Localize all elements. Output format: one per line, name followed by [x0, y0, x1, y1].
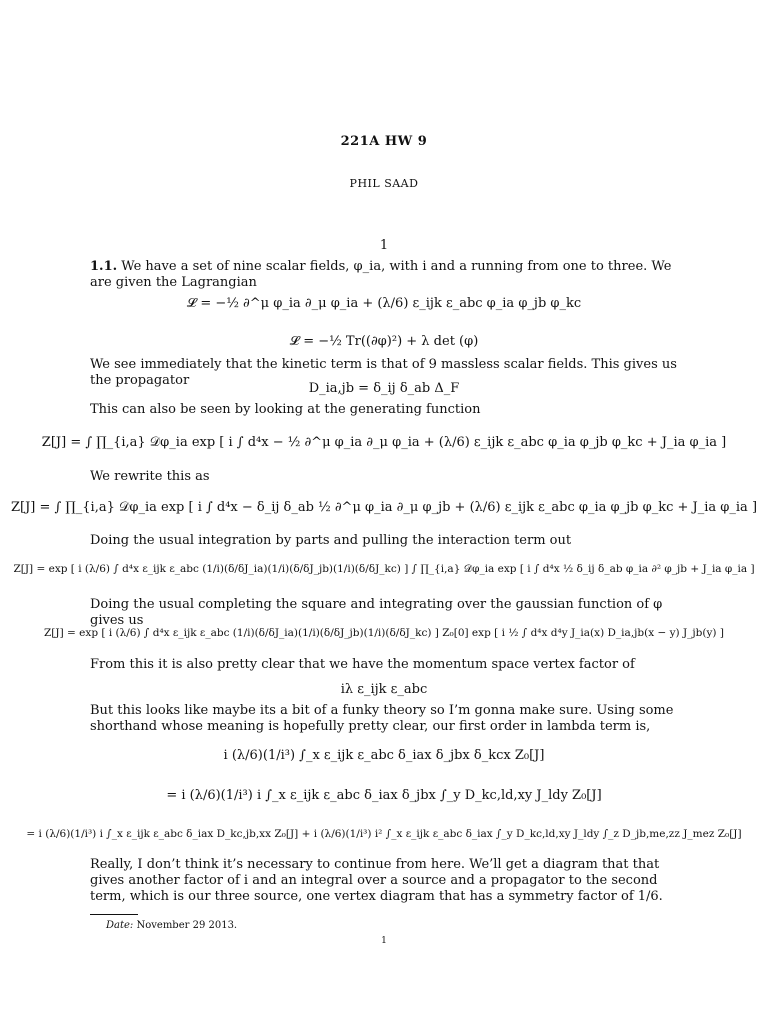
page-number: 1: [381, 936, 387, 946]
equation-completed-square: Z[J] = exp [ i (λ/6) ∫ d⁴x ε_ijk ε_abc (1/i)(δ/δJ_ia)(1/i)(δ/δJ_jb)(1/i)(δ/δJ_kc) ] Z₀[0] exp [ i ½ ∫ d⁴x d⁴y J_ia(x) D_ia,jb(x − y) J_jb(y) ]: [44, 627, 724, 639]
equation-propagator: D_ia,jb = δ_ij δ_ab Δ_F: [308, 381, 460, 396]
paragraph-first-order: But this looks like maybe its a bit of a funky theory so I’m gonna make sure. Using some shorthand whose meaning is hopefully pretty clear, our first order in lambda term is,: [90, 703, 674, 734]
footnote-date: [106, 920, 237, 931]
equation-interaction-out: Z[J] = exp [ i (λ/6) ∫ d⁴x ε_ijk ε_abc (1/i)(δ/δJ_ia)(1/i)(δ/δJ_jb)(1/i)(δ/δJ_kc) ] ∫ ∏_{i,a} 𝒟φ_ia exp [ i ∫ d⁴x ½ δ_ij δ_ab φ_ia ∂² φ_jb + J_ia φ_ia ]: [13, 563, 755, 575]
paragraph-integration: Doing the usual integration by parts and pulling the interaction term out: [90, 533, 572, 548]
paper-title: 221A HW 9: [340, 134, 428, 149]
section-number: 1: [379, 238, 389, 253]
equation-first-order-a: i (λ/6)(1/i³) ∫_x ε_ijk ε_abc δ_iax δ_jbx δ_kcx Z₀[J]: [223, 748, 545, 763]
paragraph-generating: This can also be seen by looking at the generating function: [90, 402, 481, 417]
footnote-date-value: November 29 2013.: [136, 920, 238, 931]
author-name: PHIL SAAD: [349, 177, 419, 190]
paragraph-vertex: From this it is also pretty clear that we have the momentum space vertex factor of: [90, 657, 635, 672]
footnote-rule: [90, 914, 138, 915]
equation-lagrangian: 𝓛 = −½ ∂^μ φ_ia ∂_μ φ_ia + (λ/6) ε_ijk ε_abc φ_ia φ_jb φ_kc: [186, 296, 582, 311]
paragraph-rewrite: We rewrite this as: [90, 469, 210, 484]
equation-lagrangian-trace: 𝓛 = −½ Tr((∂φ)²) + λ det (φ): [289, 334, 479, 349]
problem-label: 1.1.: [90, 259, 118, 274]
equation-generating-function: Z[J] = ∫ ∏_{i,a} 𝒟φ_ia exp [ i ∫ d⁴x − ½ ∂^μ φ_ia ∂_μ φ_ia + (λ/6) ε_ijk ε_abc φ_ia φ_jb φ_kc + J_ia φ_ia ]: [41, 435, 727, 450]
equation-first-order-c: = i (λ/6)(1/i³) i ∫_x ε_ijk ε_abc δ_iax D_kc,jb,xx Z₀[J] + i (λ/6)(1/i³) i² ∫_x ε_ijk ε_abc δ_iax ∫_y D_kc,ld,xy J_ldy ∫_z D_jb,me,zz J_mez Z₀[J]: [26, 828, 742, 840]
equation-first-order-b: = i (λ/6)(1/i³) i ∫_x ε_ijk ε_abc δ_iax δ_jbx ∫_y D_kc,ld,xy J_ldy Z₀[J]: [166, 788, 602, 803]
footnote-date-label: Date:: [106, 920, 134, 931]
equation-vertex-factor: iλ ε_ijk ε_abc: [340, 682, 428, 697]
paragraph-intro-text: We have a set of nine scalar fields, φ_ia, with i and a running from one to three. We are given the Lagrangian: [90, 259, 672, 290]
equation-rewritten: Z[J] = ∫ ∏_{i,a} 𝒟φ_ia exp [ i ∫ d⁴x − δ_ij δ_ab ½ ∂^μ φ_ia ∂_μ φ_jb + (λ/6) ε_ijk ε_abc φ_ia φ_jb φ_kc + J_ia φ_ia ]: [10, 500, 758, 515]
paragraph-conclusion: Really, I don’t think it’s necessary to continue from here. We’ll get a diagram that that gives another factor of i and an integral over a source and a propagator to the second term, which is our three source, one vertex diagram that has a symmetry factor of 1/6.: [90, 857, 663, 904]
paragraph-intro: [90, 259, 680, 291]
paragraph-completing-square: Doing the usual completing the square and integrating over the gaussian function of φ gives us: [90, 597, 663, 628]
paragraph-kinetic: We see immediately that the kinetic term is that of 9 massless scalar fields. This gives us the propagator: [90, 357, 677, 388]
